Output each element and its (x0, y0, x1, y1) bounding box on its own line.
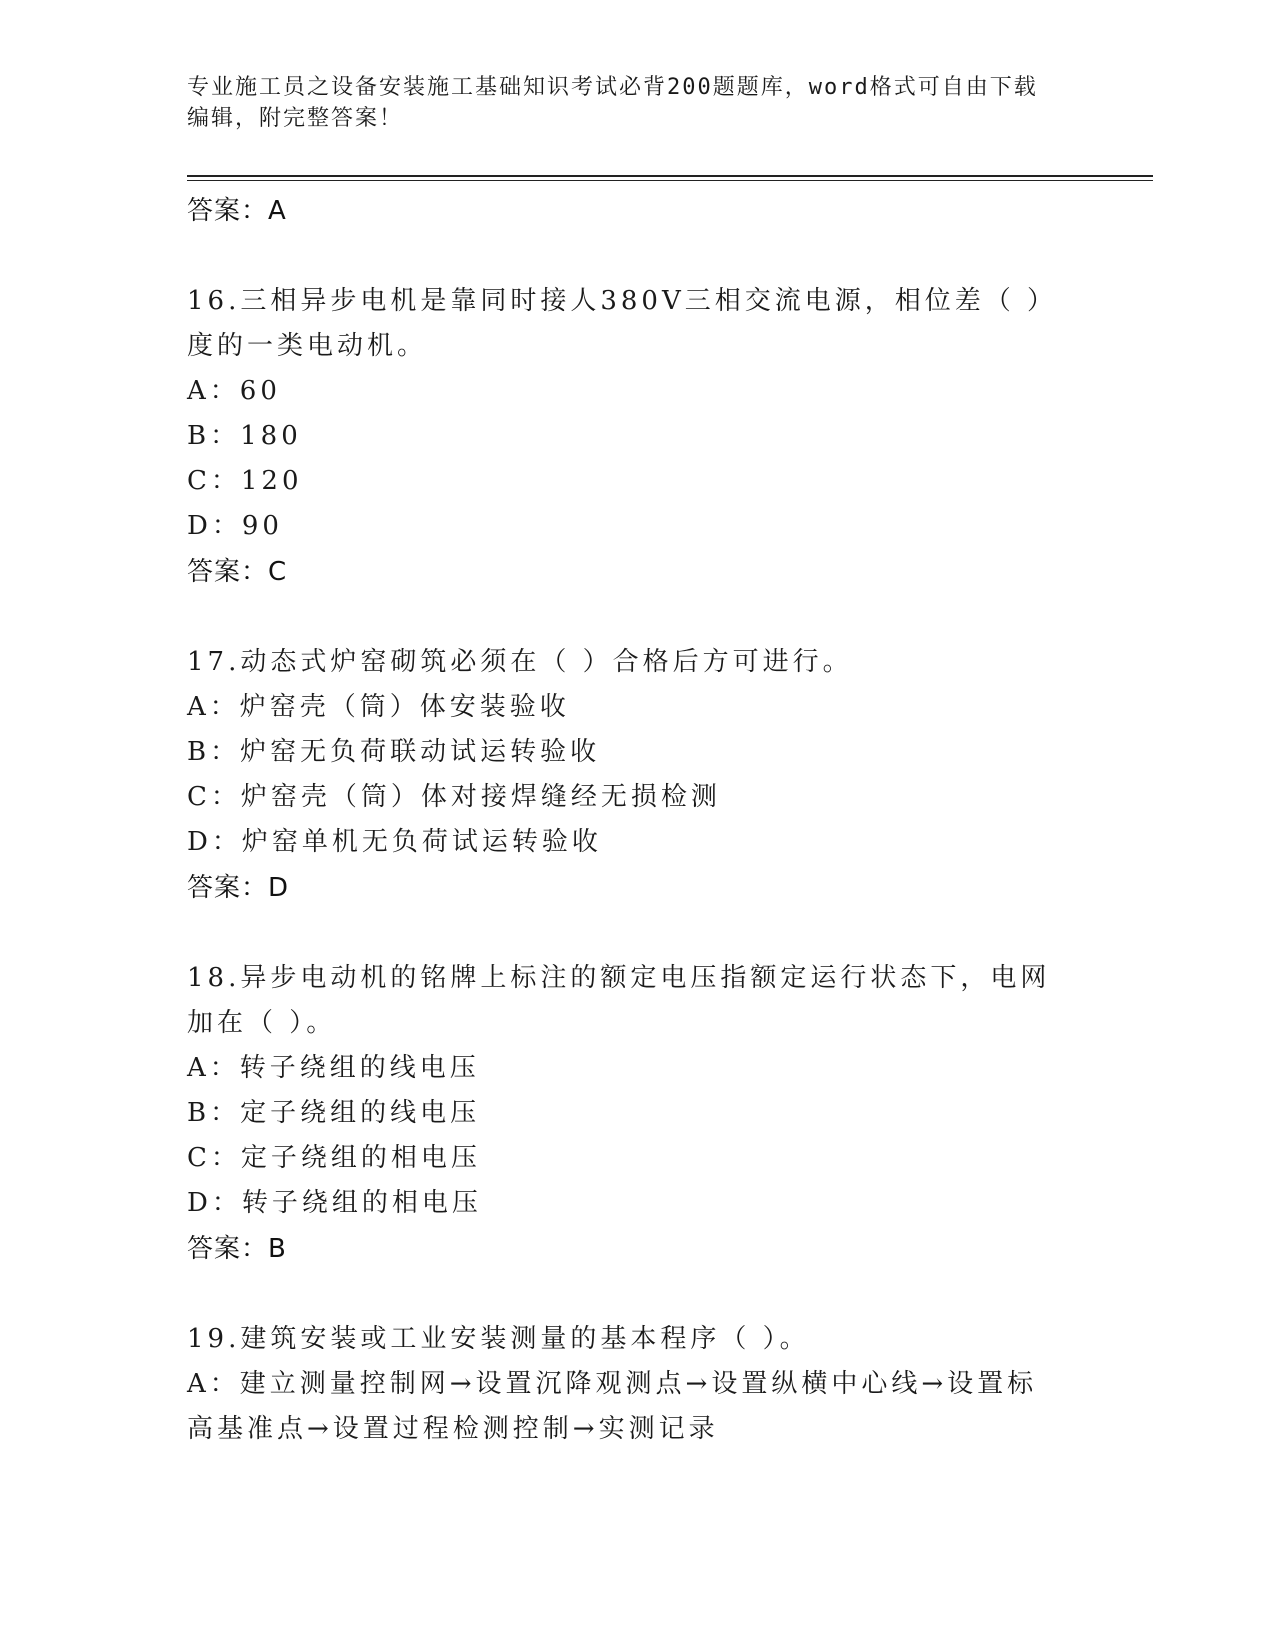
spacer (187, 1272, 1087, 1317)
option-a: A：转子绕组的线电压 (187, 1053, 480, 1083)
question-block (187, 279, 1087, 595)
option-d: D：炉窑单机无负荷试运转验收 (187, 827, 602, 857)
option-c: C：炉窑壳（筒）体对接焊缝经无损检测 (187, 782, 721, 812)
option-c: C：定子绕组的相电压 (187, 1143, 481, 1173)
spacer (187, 911, 1087, 956)
question-list (187, 188, 1087, 1452)
question-block (187, 1317, 1087, 1452)
option-a: A：炉窑壳（筒）体安装验收 (187, 692, 570, 722)
header-divider-thin (187, 180, 1153, 181)
answer-line: 答案：D (187, 873, 290, 903)
option-d: D：转子绕组的相电压 (187, 1188, 482, 1218)
question-text: 16.三相异步电机是靠同时接人380V三相交流电源，相位差（ ）度的一类电动机。 (187, 286, 1058, 361)
option-a: A：60 (187, 376, 281, 406)
option-b: B：炉窑无负荷联动试运转验收 (187, 737, 601, 767)
option-c: C：120 (187, 466, 303, 496)
question-block (187, 640, 1087, 911)
option-a: A：建立测量控制网→设置沉降观测点→设置纵横中心线→设置标高基准点→设置过程检测控制→实测记录 (187, 1369, 1038, 1444)
header-line-2: 编辑，附完整答案！ (187, 106, 404, 131)
question-block (187, 956, 1087, 1272)
question-text: 17.动态式炉窑砌筑必须在（ ）合格后方可进行。 (187, 647, 853, 677)
header-line-1: 专业施工员之设备安装施工基础知识考试必背200题题库，word格式可自由下载 (187, 75, 1038, 100)
option-b: B：180 (187, 421, 302, 451)
answer-line: 答案：C (187, 557, 288, 587)
answer-line: 答案：A (187, 196, 287, 226)
header-divider-thick (187, 175, 1153, 177)
document-header (187, 72, 1067, 134)
option-d: D：90 (187, 511, 283, 541)
spacer (187, 595, 1087, 640)
question-text: 18.异步电动机的铭牌上标注的额定电压指额定运行状态下，电网加在（ ）。 (187, 963, 1051, 1038)
option-b: B：定子绕组的线电压 (187, 1098, 481, 1128)
spacer (187, 234, 1087, 279)
question-text: 19.建筑安装或工业安装测量的基本程序（ ）。 (187, 1324, 810, 1354)
answer-line: 答案：B (187, 1234, 287, 1264)
